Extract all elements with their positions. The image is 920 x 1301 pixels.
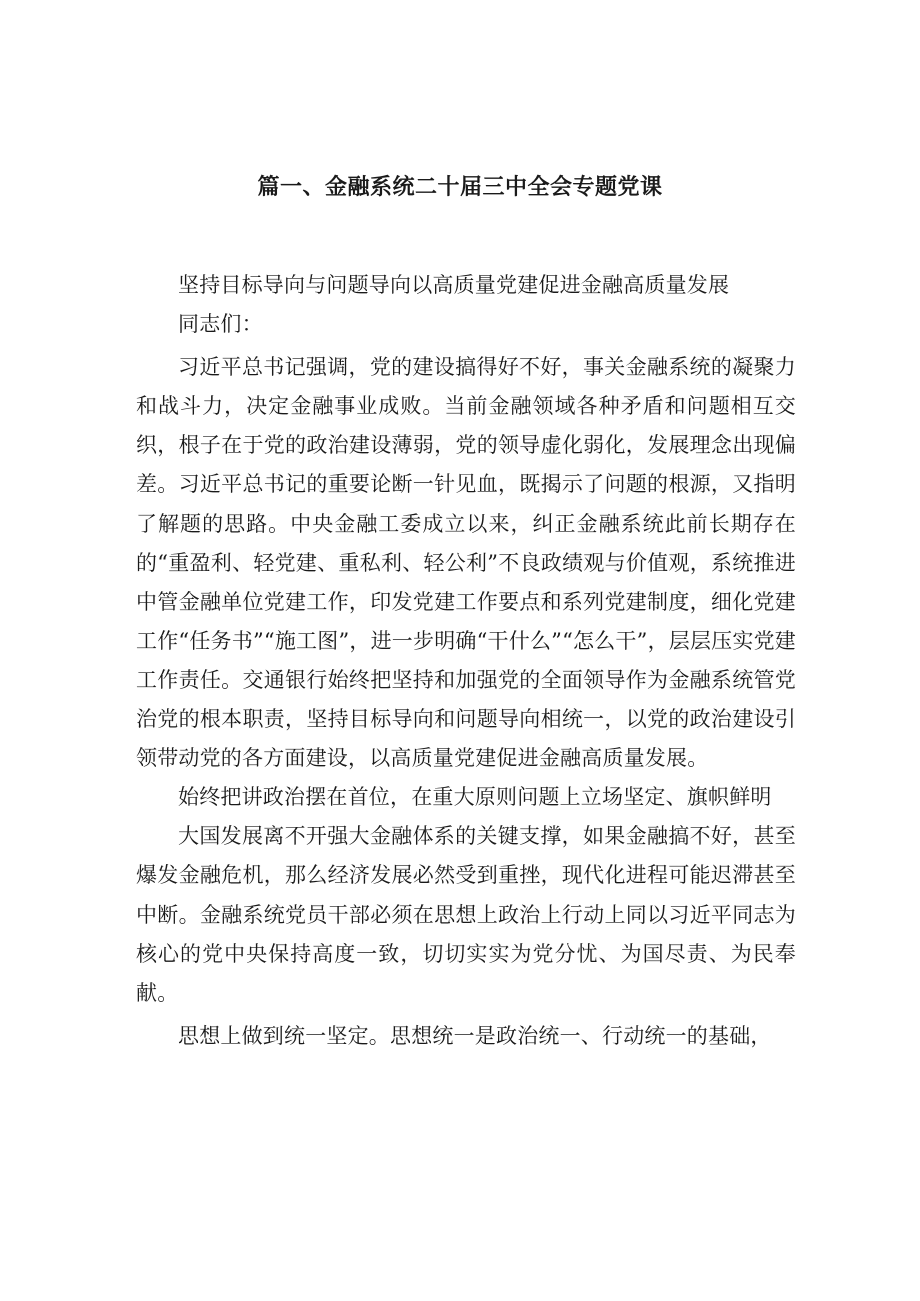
section-heading-paragraph: 始终把讲政治摆在首位，在重大原则问题上立场坚定、旗帜鲜明 [178, 785, 772, 810]
document-title: 篇一、金融系统二十届三中全会专题党课 [257, 175, 663, 200]
document-body [136, 266, 796, 1056]
body-paragraph: 习近平总书记强调，党的建设搞得好不好，事关金融系统的凝聚力和战斗力，决定金融事业成败。当前金融领域各种矛盾和问题相互交织，根子在于党的政治建设薄弱，党的领导虚化弱化，发展理念出现偏差。习近平总书记的重要论断一针见血，既揭示了问题的根源，又指明了解题的思路。中央金融工委成立以来，纠正金融系统此前长期存在的“重盈利、轻党建、重私利、轻公利”不良政绩观与价值观，系统推进中管金融单位党建工作，印发党建工作要点和系列党建制度，细化党建工作“任务书”“施工图”，进一步明确“干什么”“怎么干”，层层压实党建工作责任。交通银行始终把坚持和加强党的全面领导作为金融系统管党治党的根本职责，坚持目标导向和问题导向相统一，以党的政治建设引领带动党的各方面建设，以高质量党建促进金融高质量发展。 [136, 355, 796, 771]
salutation-paragraph: 同志们： [178, 312, 263, 337]
body-paragraph: 思想上做到统一坚定。思想统一是政治统一、行动统一的基础， [178, 1023, 772, 1048]
subtitle-paragraph: 坚持目标导向与问题导向以高质量党建促进金融高质量发展 [178, 273, 730, 297]
body-paragraph: 大国发展离不开强大金融体系的关键支撑，如果金融搞不好，甚至爆发金融危机，那么经济发展必然受到重挫，现代化进程可能迟滞甚至中断。金融系统党员干部必须在思想上政治上行动上同以习近平同志为核心的党中央保持高度一致，切切实实为党分忧、为国尽责、为民奉献。 [136, 824, 796, 1005]
